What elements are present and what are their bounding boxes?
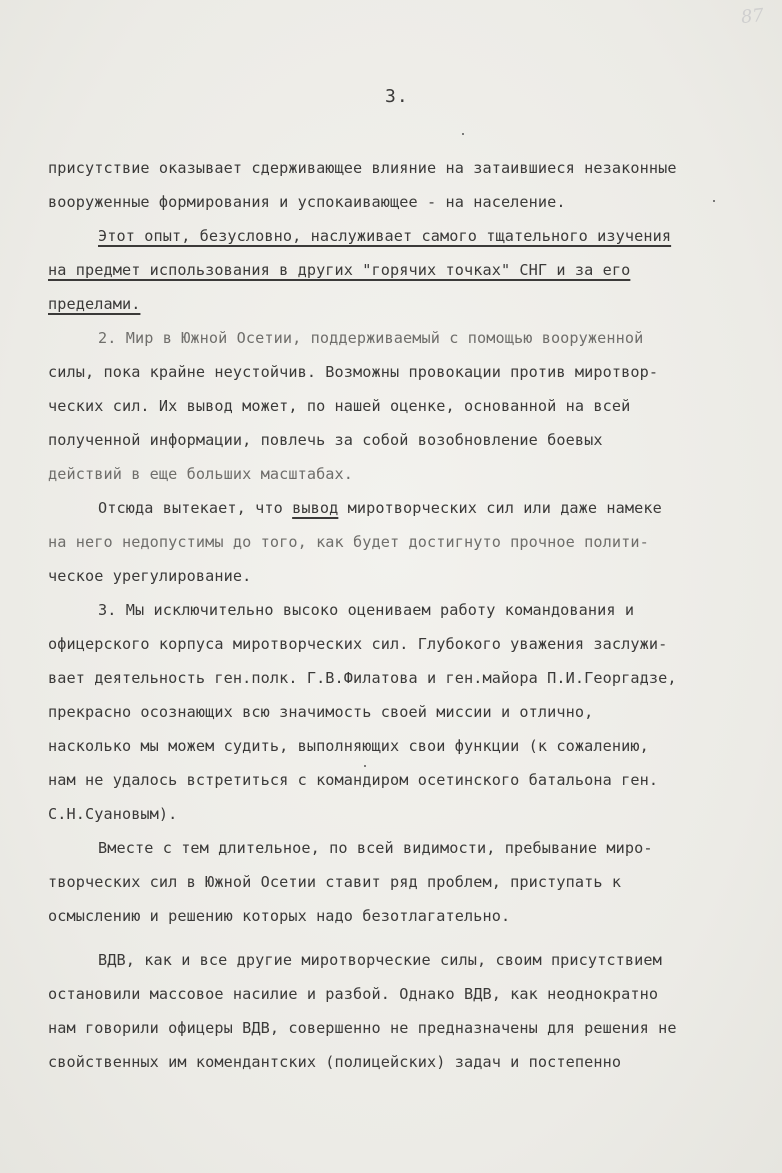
text-line-25: остановили массовое насилие и разбой. Однако ВДВ, как неоднократно: [48, 985, 659, 1003]
text-line-12: на него недопустимы до того, как будет достигнуто прочное полити-: [48, 533, 649, 551]
text-line-8: ческих сил. Их вывод может, по нашей оценке, основанной на всей: [48, 397, 631, 415]
line-11-start: Отсюда вытекает, что: [98, 499, 293, 517]
text-line-11: [98, 498, 662, 518]
text-line-9: полученной информации, повлечь за собой возобновление боевых: [48, 431, 603, 449]
text-line-22: творческих сил в Южной Осетии ставит ряд проблем, приступать к: [48, 873, 622, 891]
underlined-word-vyvod: вывод: [292, 499, 339, 517]
underlined-line-1: Этот опыт, безусловно, наслуживает самого тщательного изучения: [98, 227, 672, 245]
underlined-line-3: пределами.: [48, 295, 141, 313]
text-line-14: 3. Мы исключительно высоко оцениваем работу командования и: [98, 601, 635, 619]
text-line-17: прекрасно осознающих всю значимость своей миссии и отлично,: [48, 703, 594, 721]
line-11-end: миротворческих сил или даже намеке: [338, 499, 662, 517]
text-line-19: нам не удалось встретиться с командиром осетинского батальона ген.: [48, 771, 659, 789]
text-line-24: ВДВ, как и все другие миротворческие силы, своим присутствием: [98, 951, 662, 969]
archive-page-mark: 87: [740, 4, 766, 29]
text-line-7: силы, пока крайне неустойчив. Возможны провокации против миротвор-: [48, 363, 659, 381]
text-line-15: офицерского корпуса миротворческих сил. Глубокого уважения заслужи-: [48, 635, 668, 653]
text-line-27: свойственных им комендантских (полицейских) задач и постепенно: [48, 1053, 622, 1071]
text-line-13: ческое урегулирование.: [48, 567, 252, 585]
text-line-26: нам говорили офицеры ВДВ, совершенно не предназначены для решения не: [48, 1019, 677, 1037]
text-line-20: С.Н.Суановым).: [48, 805, 178, 823]
text-line-10: действий в еще больших масштабах.: [48, 465, 354, 483]
text-line-2: вооруженные формирования и успокаивающее - на население.: [48, 193, 566, 211]
text-line-16: вает деятельность ген.полк. Г.В.Филатова и ген.майора П.И.Георгадзе,: [48, 669, 677, 687]
text-line-1: присутствие оказывает сдерживающее влияние на затаившиеся незаконные: [48, 159, 677, 177]
text-line-6: 2. Мир в Южной Осетии, поддерживаемый с помощью вооруженной: [98, 329, 644, 347]
text-line-18: насколько мы можем судить, выполняющих свои функции (к сожалению,: [48, 737, 649, 755]
page-number: 3.: [385, 86, 409, 107]
underlined-line-2: на предмет использования в других "горячих точках" СНГ и за его: [48, 261, 631, 279]
text-line-21: Вместе с тем длительное, по всей видимости, пребывание миро-: [98, 839, 653, 857]
paper-speck: [364, 765, 366, 767]
text-line-23: осмыслению и решению которых надо безотлагательно.: [48, 907, 511, 925]
paper-speck: [713, 200, 715, 202]
paper-speck: [462, 133, 464, 135]
